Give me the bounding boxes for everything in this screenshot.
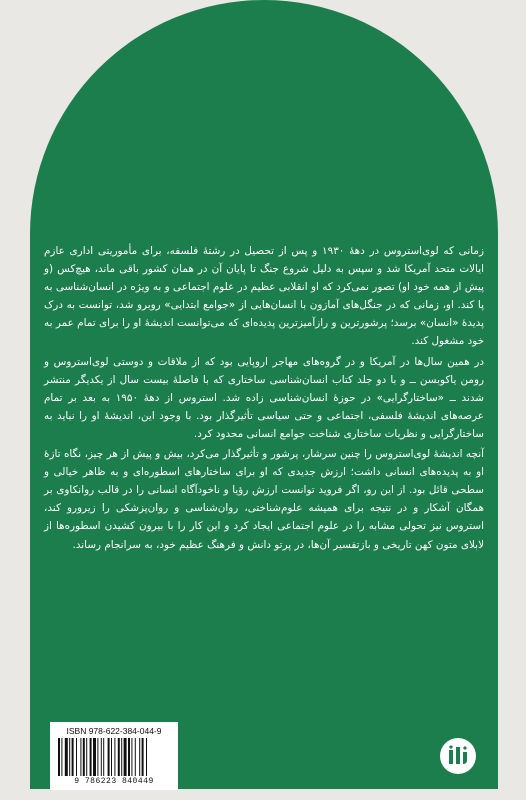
barcode-area <box>50 722 178 790</box>
paragraph-1: زمانی که لوی‌استروس در دهۀ ۱۹۳۰ و پس از تحصیل در رشتۀ فلسفه، برای مأموریتی اداری عازم ایالات متحد آمریکا شد و سپس به دلیل شروع جنگ تا پایان آن در همان کشور باقی ماند، هیچ‌کس (و پیش از همه خود او) تصور نمی‌کرد که او انقلابی عظیم در علوم اجتماعی و به ویژه در انسان‌شناسی به پا کند. او، زمانی که در جنگل‌های آمازون با انسان‌هایی از «جوامع ابتدایی» روبرو شد، توانست به درک پدیدۀ «انسان» برسد؛ پرشورترین و رازآمیزترین پدیده‌ای که می‌توانست اندیشۀ او را برای تمام عمر به خود مشغول کند. <box>44 245 484 348</box>
paragraph-2: در همین سال‌ها در آمریکا و در گروه‌های مهاجر اروپایی بود که از ملاقات و دوستی لوی‌استروس و رومن یاکوبسن ــ و با دو جلد کتاب انسان‌شناسی ساختاری که با فاصلۀ بیست سال از یکدیگر منتشر شدند ــ «ساختارگرایی» در حوزۀ انسان‌شناسی زاده شد. استروس از دهۀ ۱۹۵۰ به بعد بر تمام عرصه‌های اندیشۀ فلسفی، اجتماعی و حتی سیاسی تأثیرگذار بود. با وجود این، اندیشۀ او را نباید به ساختارگرایی و نظریات ساختاری شناخت جوامع انسانی محدود کرد. <box>44 355 484 440</box>
barcode-icon <box>58 738 170 776</box>
publisher-logo-icon <box>440 738 476 774</box>
isbn-label: ISBN 978-622-384-044-9 <box>66 726 162 736</box>
paragraph-3: آنچه اندیشۀ لوی‌استروس را چنین سرشار، پرشور و تأثیرگذار می‌کرد، بیش و پیش از هر چیز، نگاه تازۀ او به پدیده‌های انسانی داشت؛ ارزش جدیدی که او برای ساختارهای اسطوره‌ای و به ظاهر خیالی و سطحی قائل بود. از این رو، اگر فروید توانست ارزش رؤیا و ناخودآگاه انسانی را در قالب روانکاوی بر همگان آشکار و در نتیجه برای همیشه علوم‌شناختی، روان‌شناسی و روان‌پزشکی را زیرورو کند، استروس نیز تحولی مشابه را در علوم اجتماعی ایجاد کرد و این کار را با بیرون کشیدن اسطوره‌ها از لابلای متون کهن تاریخی و بازتفسیر آن‌ها، در پرتو دانش و فرهنگ عظیم خود، به سرانجام رساند. <box>44 448 484 551</box>
barcode-digits: 9 786223 840449 <box>74 777 154 786</box>
back-cover-text <box>44 242 484 556</box>
